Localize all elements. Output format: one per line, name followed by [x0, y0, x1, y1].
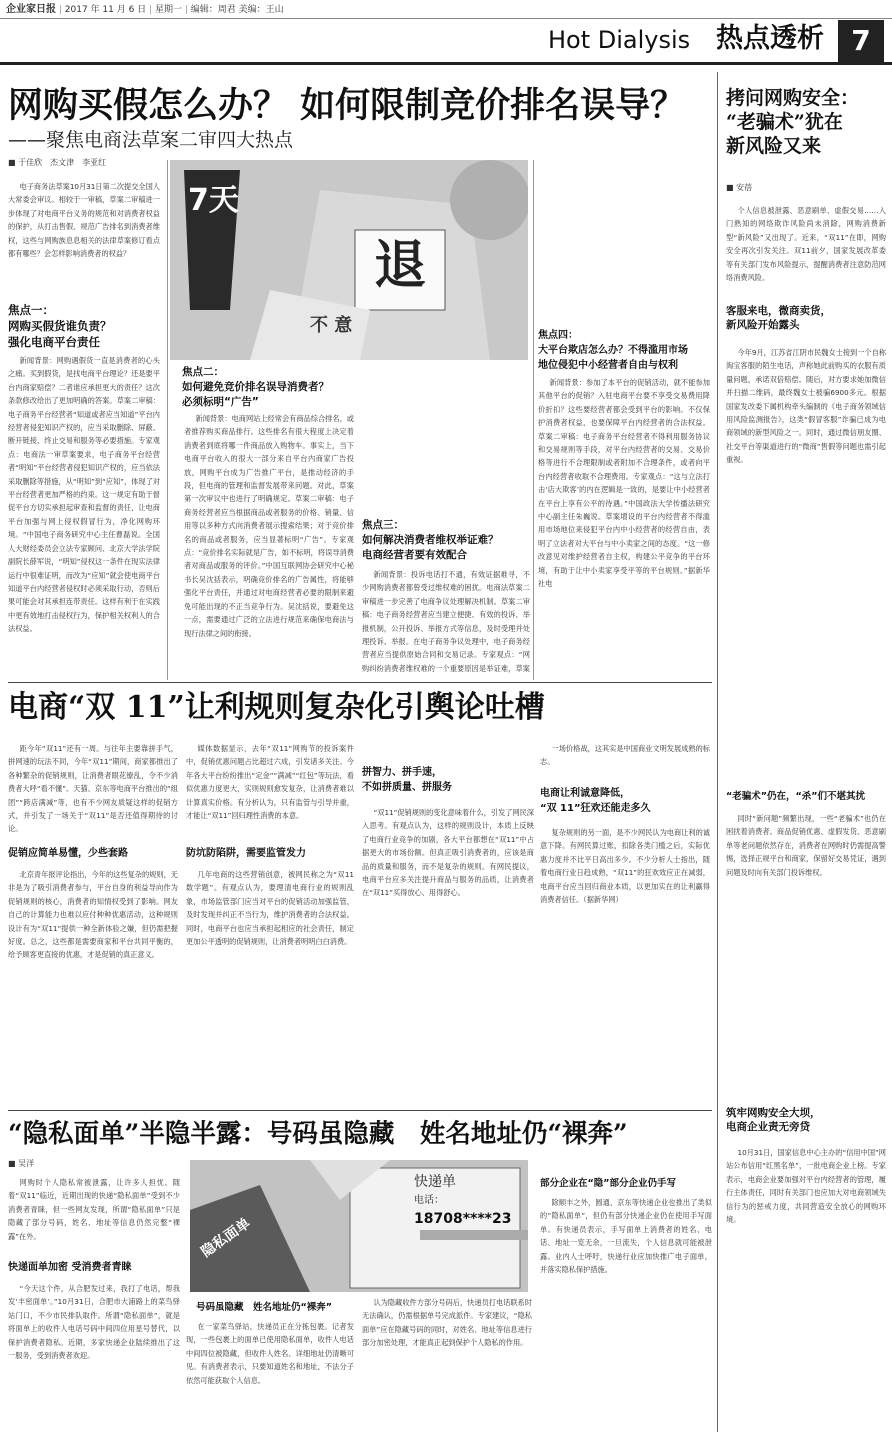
- focus-2-heading: [182, 365, 358, 410]
- a3-col-2: “今天这个件，从合肥发过来，我打了电话，帮我发‘丰密面单’。”10月31日，合肥市大浦路上的菜鸟驿站门口，不少市民排队取件。所谓“隐私面单”，就是将面单上的收件人电话号码中间四位用星号替代，以保护消费者隐私。近期，多家快递企业陆续推出了这一服务，受到消费者欢迎。: [8, 1284, 180, 1361]
- focus-3-text: 焦点三： 如何解决消费者维权举证难？ 电商经营者要有效配合: [362, 519, 499, 561]
- focus-4-text: 焦点四： 大平台欺店怎么办？不得滥用市场 地位侵犯中小经营者自由与权利: [538, 330, 688, 371]
- a2-col-3: 媒体数据显示，去年“双11”网购节的投诉案件中，促销优惠问题占比超过六成，引发诸多关注。今年各大平台纷纷推出“定金”“满减”“红包”等玩法，看似优惠力度更大，实则规则愈发复杂，让消费者难以计算真实价格。有分析认为，只有监管与引导并重，才能让“双11”回归理性消费的本意。: [186, 744, 354, 821]
- designer: 美编：王山: [238, 5, 284, 15]
- a3-heading-2: 部分企业在“隐”部分企业仍手写: [540, 1178, 676, 1189]
- header-rule: [0, 18, 892, 19]
- photo-label-phone-title: 电话：: [414, 1195, 444, 1206]
- focus-3-body: 新闻背景：投诉电话打不通，有效证据难寻，不少网购消费者都曾受过维权难的困扰。电商法草案二审稿进一步完善了电商争议处理解决机制。草案二审稿：电子商务经营者应当建立便捷、有效的投诉、举报机制，公开投诉、举报方式等信息，及时受理并处理投诉、举报。在电子商务争议处理中，电子商务经营者应当提供原始合同和交易记录。专家观点：“网购纠纷消费者维权难的一个重要原因是举证难，草案: [362, 570, 530, 673]
- sidebar-title: 拷问网购安全： “老骗术”犹在 新风险又来: [726, 87, 860, 157]
- a3-heading-1: 快递面单加密 受消费者青睐: [8, 1262, 132, 1273]
- section-rule: [8, 682, 712, 683]
- article-2-title: 电商“双 11”让利规则复杂化引舆论吐槽: [8, 690, 545, 725]
- page-number: [838, 20, 884, 62]
- a2-col-5: “双11”促销规则的变化意味着什么，引发了网民深入思考。有观点认为，这样的规则设计，本质上反映了电商行业竞争的加剧，各大平台都想在“双11”中占据更大的市场份额。但真正吸引消费者的，应该是商品的质量和服务，而不是复杂的规则。有网民提议，电商平台应多关注提升商品与服务的品质，让消费者在“双11”买得放心、用得舒心。: [362, 808, 534, 898]
- a3-col-3: 在一家菜鸟驿站，快递员正在分拣包裹。记者发现，一些包裹上的面单已使用隐私面单，收件人电话中间四位被隐藏，但收件人姓名、详细地址仍清晰可见。有消费者表示，只要知道姓名和地址，不法分子依然可能获取个人信息。: [186, 1322, 354, 1385]
- photo-label-phone: 18708****23: [414, 1211, 512, 1227]
- a2-col-7: 复杂规则的另一面，是不少网民认为电商让利的诚意下降。有网民算过账，扣除各类门槛之后，实际优惠力度并不比平日高出多少。不少分析人士指出，随着电商行业日趋成熟，“双11”的狂欢效应正在减弱，电商平台应当回归商业本质，以更加实在的让利赢得消费者信任。（据新华网）: [540, 828, 710, 905]
- return-policy-photo: [170, 160, 528, 360]
- a2-col-5-lead: [362, 742, 534, 756]
- section-rule-2: [8, 1110, 712, 1111]
- article-3-title: “隐私面单”半隐半露：号码虽隐藏 姓名地址仍“裸奔”: [8, 1119, 628, 1149]
- a2-col-2: 北京青年报评论指出，今年的这些复杂的规则，无非是为了吸引消费者参与，平台自身的利益导向作为促销规则的核心，消费者的知情权受到了影响。网友自己的计算能力也难以应付种种优惠活动，这种规则设计有为“双11”提供一种全新体验之嫌，但仍需把握好度。总之，这些都是需要商家和平台共同平衡的，给予顾客更直接的优惠，才是促销的真正意义。: [8, 870, 178, 960]
- focus-3-heading: [362, 518, 532, 563]
- a2-heading-2: 防坑防陷阱，需要监管发力: [186, 848, 306, 859]
- focus-2-body-cont: [362, 364, 530, 484]
- section-en: Hot Dialysis: [548, 26, 691, 54]
- photo-text-return: 退: [374, 236, 427, 296]
- a2-col-4: 几年电商的这些营销创意，被网民称之为“双11数学题”。有观点认为，要理清电商行业的规则乱象，市场监管部门应当对平台的促销活动加强监管，及时发现并纠正不当行为，维护消费者的合法权益。同时，电商平台也应当承担起相应的社会责任，制定更加公平透明的促销规则，让消费者明明白白消费。: [186, 870, 354, 947]
- weekday: 星期一: [154, 5, 182, 15]
- sidebar-intro: 个人信息被泄露、恶意刷单、虚假交易……入门熟知的网络欺诈风险尚未消除，网购消费新型“新风险”又出现了。近来，“双11”在即，网购安全再次引发关注。双11前夕，国家发展改革委等有关部门发布风险提示，提醒消费者注意防范网络消费风险。: [726, 206, 886, 283]
- focus-4-body: 新闻背景：参加了本平台的促销活动，就不能参加其他平台的促销？入驻电商平台要不享受交易费用降价折扣？这些要经营者都会受到平台的影响。不仅保护消费者权益，也要保障平台内经营者的合法权益。草案二审稿：电子商务平台经营者不得利用服务协议和交易规则等手段，对平台内经营者的交易、交易价格等进行不合理限制或者附加不合理条件，或者向平台内经营者收取不合理费用。专家观点：“这与立法打击‘店大欺客’的内在逻辑是一致的，是要让中小经营者在平台上享有公平的待遇。”中国政法大学传播法研究中心副主任朱巍说。草案增设的平台内经营者不得滥用市场地位来侵犯平台内中小经营者的经营自由，表明了立法者对大平台与中小卖家之间的态度。“这一修改意见对维护经营者自主权，构建公平竞争的平台环境，有助于让中小卖家享受平等的平台规则。”据新华社电: [538, 378, 710, 589]
- a2-heading-4: 电商让利诚意降低， “双 11”狂欢还能走多久: [540, 788, 651, 814]
- focus-4-heading: [538, 328, 713, 373]
- a3-byline: ■ 吴洋: [8, 1159, 35, 1168]
- focus-2-body: 新闻背景：电商网站上经常会有商品综合排名，或者推荐购买商品排行。这些排名有很大程度上决定着消费者到底将哪一件商品放入购物车。事实上，当下电商平台收入的很大一部分来自平台内商家广告投放，网购平台成为广告推广平台，是推动经济的手段，但电商的管理和监督发展带来问题。对此，草案第一次审议中也进行了明确规定。草案二审稿：电子商务经营者应当根据商品或者服务的价格、销量、信用等以多种方式向消费者展示搜索结果；对于竞价排名的商品或者服务，应当显著标明“广告”。专家观点：“竞价排名实际就是广告，如不标明，将误导消费者对商品或服务的评价。”中国互联网协会研究中心秘书长吴沈括表示，明确竞价排名的广告属性，将能够强化平台责任，并通过对电商经营者必要的限制来避免可能出现的不正当竞争行为。吴沈括说，要避免这一点，需要通过广泛的立法进行规范来确保电商法与现行法律之间的衔接。: [184, 414, 354, 638]
- photo-label-box: 快递单: [414, 1174, 456, 1190]
- a3-col-1: 网购时个人隐私常被泄露，让许多人担忧。随着“双11”临近，近期出现的快递“隐私面单”受到不少消费者青睐，但一些网友发现，所谓“隐私面单”只是隐藏了部分号码，姓名、地址等信息仍然完整“裸露”在外。: [8, 1178, 180, 1241]
- column-divider: [533, 160, 534, 680]
- photo-caption: 号码虽隐藏 姓名地址仍“裸奔”: [196, 1302, 332, 1313]
- focus-3-continued: [538, 160, 708, 316]
- focus-1-heading: [8, 302, 166, 350]
- masthead: [0, 0, 892, 78]
- article-title: 网购买假怎么办？ 如何限制竞价排名误导？: [8, 85, 686, 126]
- lead-paragraph: 电子商务法草案10月31日第二次提交全国人大常委会审议。相较于一审稿，草案二审稿进一步体现了对电商平台义务的规范和对消费者权益的保护，从打击售假、规范广告排名到消费者维权，这些与网购族息息相关的法律草案修订看点都有哪些？会怎样影响消费者的权益？: [8, 182, 160, 259]
- article-subtitle: ——聚焦电商法草案二审四大热点: [8, 129, 294, 151]
- sidebar-heading-1: 客服来电，微商卖货， 新风险开始露头: [726, 305, 831, 331]
- a3-col-5: 除顺丰之外，圆通、京东等快递企业也推出了类似的“隐私面单”，但仍有部分快递企业仍在使用手写面单。有快递员表示，手写面单上消费者的姓名、电话、地址一览无余，一旦流失，个人信息就可能被泄露。业内人士呼吁，快递行业应加快推广电子面单，并落实隐私保护措施。: [540, 1198, 712, 1275]
- a2-col-6: 一场价格战，这其实是中国商业文明发展成熟的标志。: [540, 744, 710, 767]
- sidebar-heading-3: 筑牢网购安全大坝， 电商企业责无旁贷: [726, 1107, 821, 1133]
- sidebar-body-3: 10月31日，国家信息中心主办的“信用中国”网站公布信用“红黑名单”，一批电商企业上榜。专家表示，电商企业要加强对平台内经营者的管理，履行主体责任，同时有关部门也应加大对电商领域失信行为的惩戒力度，共同营造安全放心的网购环境。: [726, 1148, 886, 1225]
- sidebar-body-1: 今年9月，江苏省江阴市民魏女士接到一个自称淘宝客服的陌生电话，声称她此前购买的衣服有质量问题，承诺双倍赔偿。随后，对方要求她加微信并扫描二维码，最终魏女士被骗6900多元。根据国家发改委下属机构牵头编制的《电子商务领域信用风险监测报告》，这类“假冒客服”诈骗已成为电商领域的新型风险之一。同时，通过微信朋友圈、社交平台等渠道进行的“微商”售假等问题也需引起重视。: [726, 348, 886, 465]
- sidebar-body-2: 同时“新问题”频繁出现，一些“老骗术”也仍在困扰着消费者。商品促销优惠、虚假发货、恶意刷单等老问题依然存在，消费者在网购时仍需提高警惕，选择正规平台和商家，保留好交易凭证，遇到问题及时向有关部门投诉维权。: [726, 814, 886, 877]
- issue-date: 2017 年 11 月 6 日: [64, 5, 147, 15]
- section-cn: 热点透析: [716, 23, 824, 54]
- sidebar-divider: [717, 72, 718, 1432]
- sidebar-heading-2: “老骗术”仍在，“杀”们不堪其扰: [726, 791, 865, 802]
- paper-name: 企业家日报: [6, 4, 56, 15]
- focus-1-body: 新闻背景：网购遇假货一直是消费者的心头之痛。买到假货，是找电商平台理论？还是要平台内商家赔偿？二者谁应承担更大的责任？这次条款修改给出了更加明确的答案。草案二审稿：电子商务平台经营者“知道或者应当知道”平台内经营者侵犯知识产权的，应当采取删除、屏蔽、断开链接、终止交易和服务等必要措施。专家观点：电商法一审草案要求，电子商务平台经营者“明知”平台经营者侵犯知识产权的，应当依法采取删除等措施，从“明知”到“应知”，体现了对平台经营者更加严格的约束。这一规定有助于督促平台方切实承担起审查和监督的责任，让电商平台加强与网上侵权假冒行为，净化网购环境。“中国电子商务研究中心主任曹磊说。全国人大财经委员会立法专家顾问、北京大学法学院副院长薛军说，“明知”侵权这一条件在现实法律运行中很难证明，而改为“应知”就会使电商平台知道平台内经营者侵权时必须采取行动，否则后果可能会对其承担连带责任。这样有利于在实践中更有效地打击侵权行为，保护相关权利人的合法权益。: [8, 356, 160, 634]
- photo-label-privacy: 隐私面单: [198, 1215, 254, 1261]
- a2-heading-3: 拼智力、拼手速， 不如拼质量、拼服务: [362, 767, 452, 793]
- header-meta: 企业家日报 | 2017 年 11 月 6 日 | 星期一 | 编辑：周君 美编：王山: [6, 4, 284, 15]
- a2-col-1: 距今年“双11”还有一周。与往年主要靠拼手气，拼网速的玩法不同，今年“双11”期间，商家都推出了各种繁杂的促销规则，让消费者眼花缭乱，令不少消费者大呼“看不懂”。天猫、京东等电商平台推出的“组团”“跨店满减”等，也有不少网友质疑这样的促销方式，并引发了一场关于“双11”是否还值得期待的讨论。: [8, 744, 178, 834]
- sidebar-byline: ■ 安蓓: [726, 183, 753, 192]
- a2-heading-1: 促销应简单易懂，少些套路: [8, 848, 128, 859]
- privacy-waybill-photo: [190, 1160, 528, 1292]
- a3-col-4: 认为隐藏收件方部分号码后，快递员打电话联系时无法确认，仍需根据单号完成派件。专家建议，“隐私面单”应在隐藏号码的同时，对姓名、地址等信息进行部分加密处理，才能真正起到保护个人隐私的作用。: [362, 1298, 532, 1348]
- photo-text-7days: 7天: [188, 183, 239, 218]
- editor: 编辑：周君: [190, 5, 236, 15]
- page-number-text: 7: [851, 24, 871, 57]
- focus-1-text: 焦点一： 网购买假货谁负责？ 强化电商平台责任: [8, 303, 112, 349]
- photo-text-sub: 不 意: [310, 315, 353, 336]
- column-divider: [167, 160, 168, 680]
- focus-2-text: 焦点二： 如何避免竞价排名误导消费者？ 必须标明“广告”: [182, 366, 329, 408]
- header-bottom-rule: [0, 62, 892, 65]
- byline: ■ 于佳欣 杰文津 李亚红: [8, 158, 107, 167]
